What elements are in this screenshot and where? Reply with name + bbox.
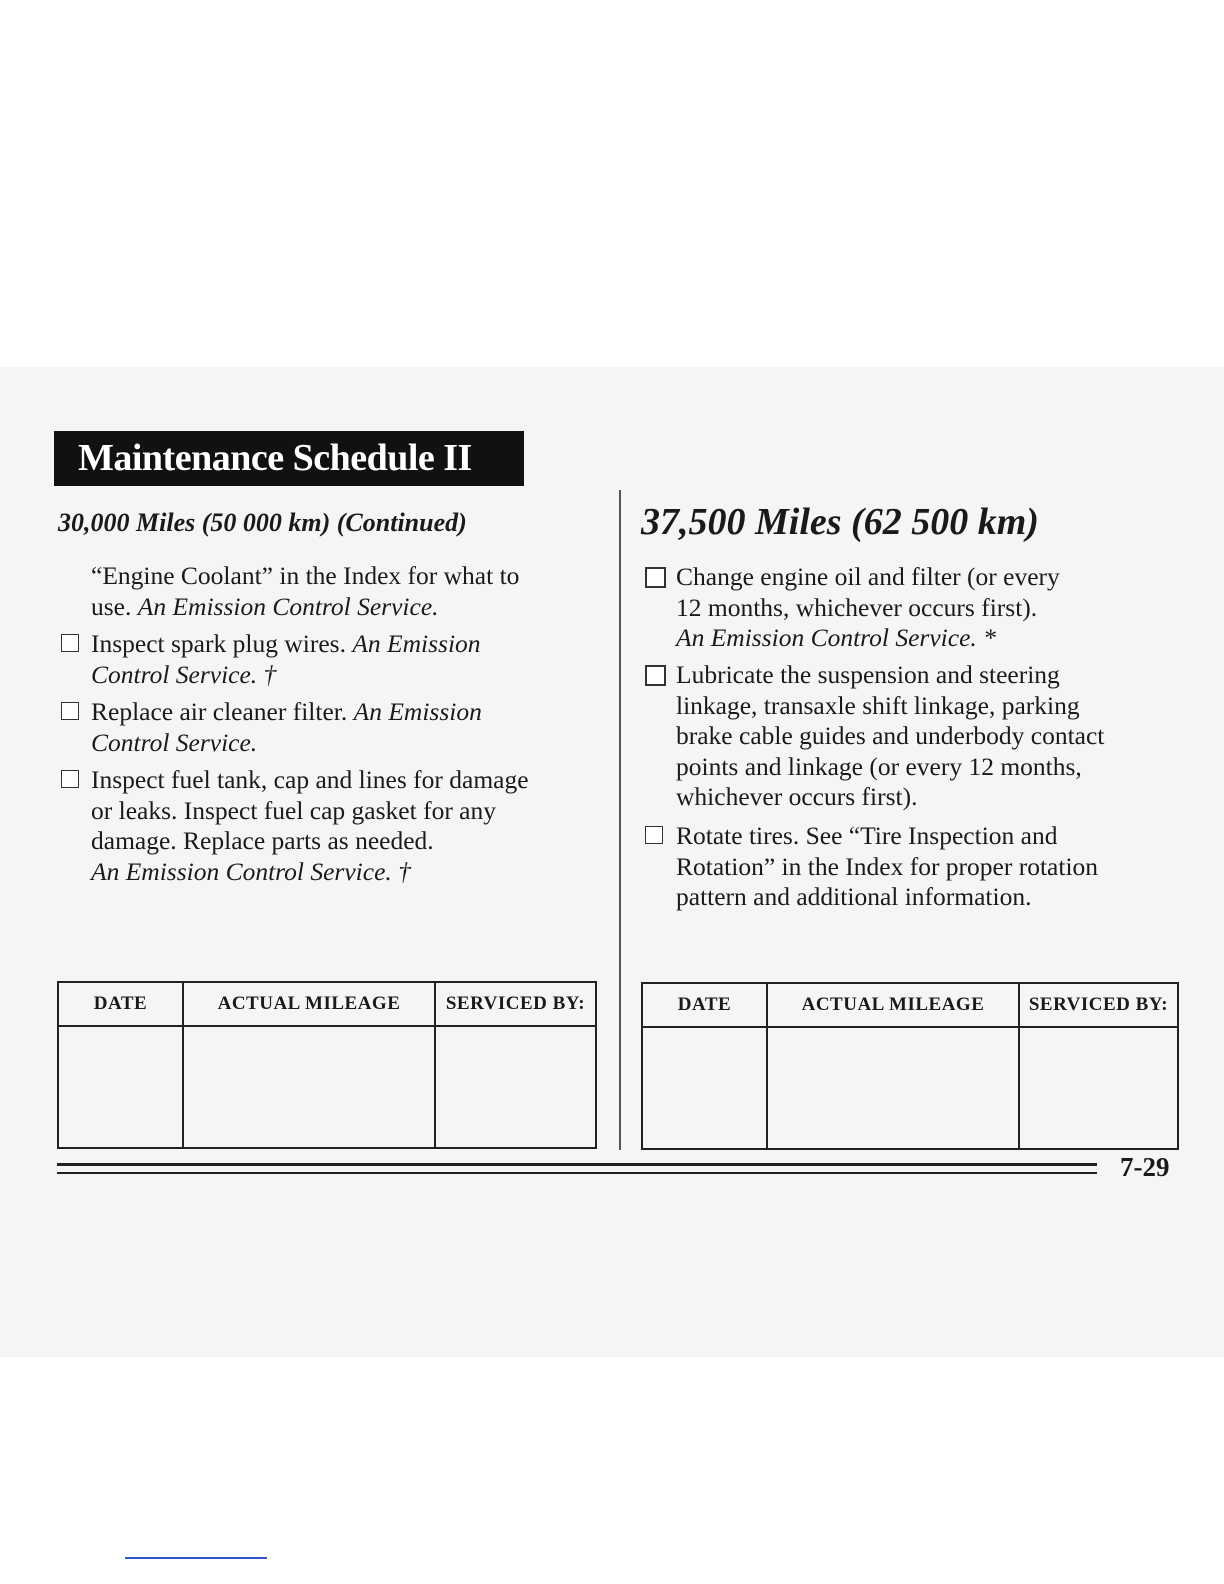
date-header: DATE xyxy=(642,983,767,1027)
checkbox[interactable] xyxy=(645,826,663,844)
serviced-by-cell[interactable] xyxy=(1019,1027,1178,1149)
checkbox[interactable] xyxy=(645,665,666,686)
list-item: Inspect spark plug wires. An Emission Control Service. † xyxy=(91,629,481,689)
service-record-table-right xyxy=(641,982,1179,1150)
date-cell[interactable] xyxy=(58,1026,183,1148)
mileage-header: ACTUAL MILEAGE xyxy=(183,982,435,1026)
service-record-table-left xyxy=(57,981,597,1149)
date-header: DATE xyxy=(58,982,183,1026)
list-item: Replace air cleaner filter. An Emission Control Service. xyxy=(91,697,482,757)
serviced-by-header: SERVICED BY: xyxy=(435,982,596,1026)
footer-rule xyxy=(57,1163,1097,1166)
list-item: Rotate tires. See “Tire Inspection and Rotation” in the Index for proper rotation pattern and additional information. xyxy=(676,821,1099,911)
column-divider xyxy=(619,490,621,1150)
date-cell[interactable] xyxy=(642,1027,767,1149)
serviced-by-cell[interactable] xyxy=(435,1026,596,1148)
checkbox[interactable] xyxy=(61,634,79,652)
section-title: Maintenance Schedule II xyxy=(54,431,524,486)
mileage-cell[interactable] xyxy=(183,1026,435,1148)
footer-rule-thin xyxy=(57,1172,1097,1174)
page-number: 7-29 xyxy=(1120,1152,1170,1182)
link-underline xyxy=(125,1557,267,1559)
mileage-cell[interactable] xyxy=(767,1027,1019,1149)
mileage-header: ACTUAL MILEAGE xyxy=(767,983,1019,1027)
continuation-line-2: use. An Emission Control Service. xyxy=(91,591,439,621)
serviced-by-header: SERVICED BY: xyxy=(1019,983,1178,1027)
continuation-line-1: “Engine Coolant” in the Index for what to xyxy=(91,561,520,590)
left-heading: 30,000 Miles (50 000 km) (Continued) xyxy=(58,508,467,537)
checkbox[interactable] xyxy=(61,770,79,788)
list-item: Lubricate the suspension and steering linkage, transaxle shift linkage, parking brake cable guides and underbody contact points and linkage (or every 12 months, whichever occurs first). xyxy=(676,660,1105,811)
checkbox[interactable] xyxy=(645,567,666,588)
list-item: Inspect fuel tank, cap and lines for damage or leaks. Inspect fuel cap gasket for any damage. Replace parts as needed. An Emission Control Service. † xyxy=(91,765,529,886)
right-heading: 37,500 Miles (62 500 km) xyxy=(641,501,1039,543)
continuation-text xyxy=(91,561,519,622)
checkbox[interactable] xyxy=(61,702,79,720)
list-item: Change engine oil and filter (or every 12 months, whichever occurs first). An Emission Control Service. * xyxy=(676,562,1060,652)
